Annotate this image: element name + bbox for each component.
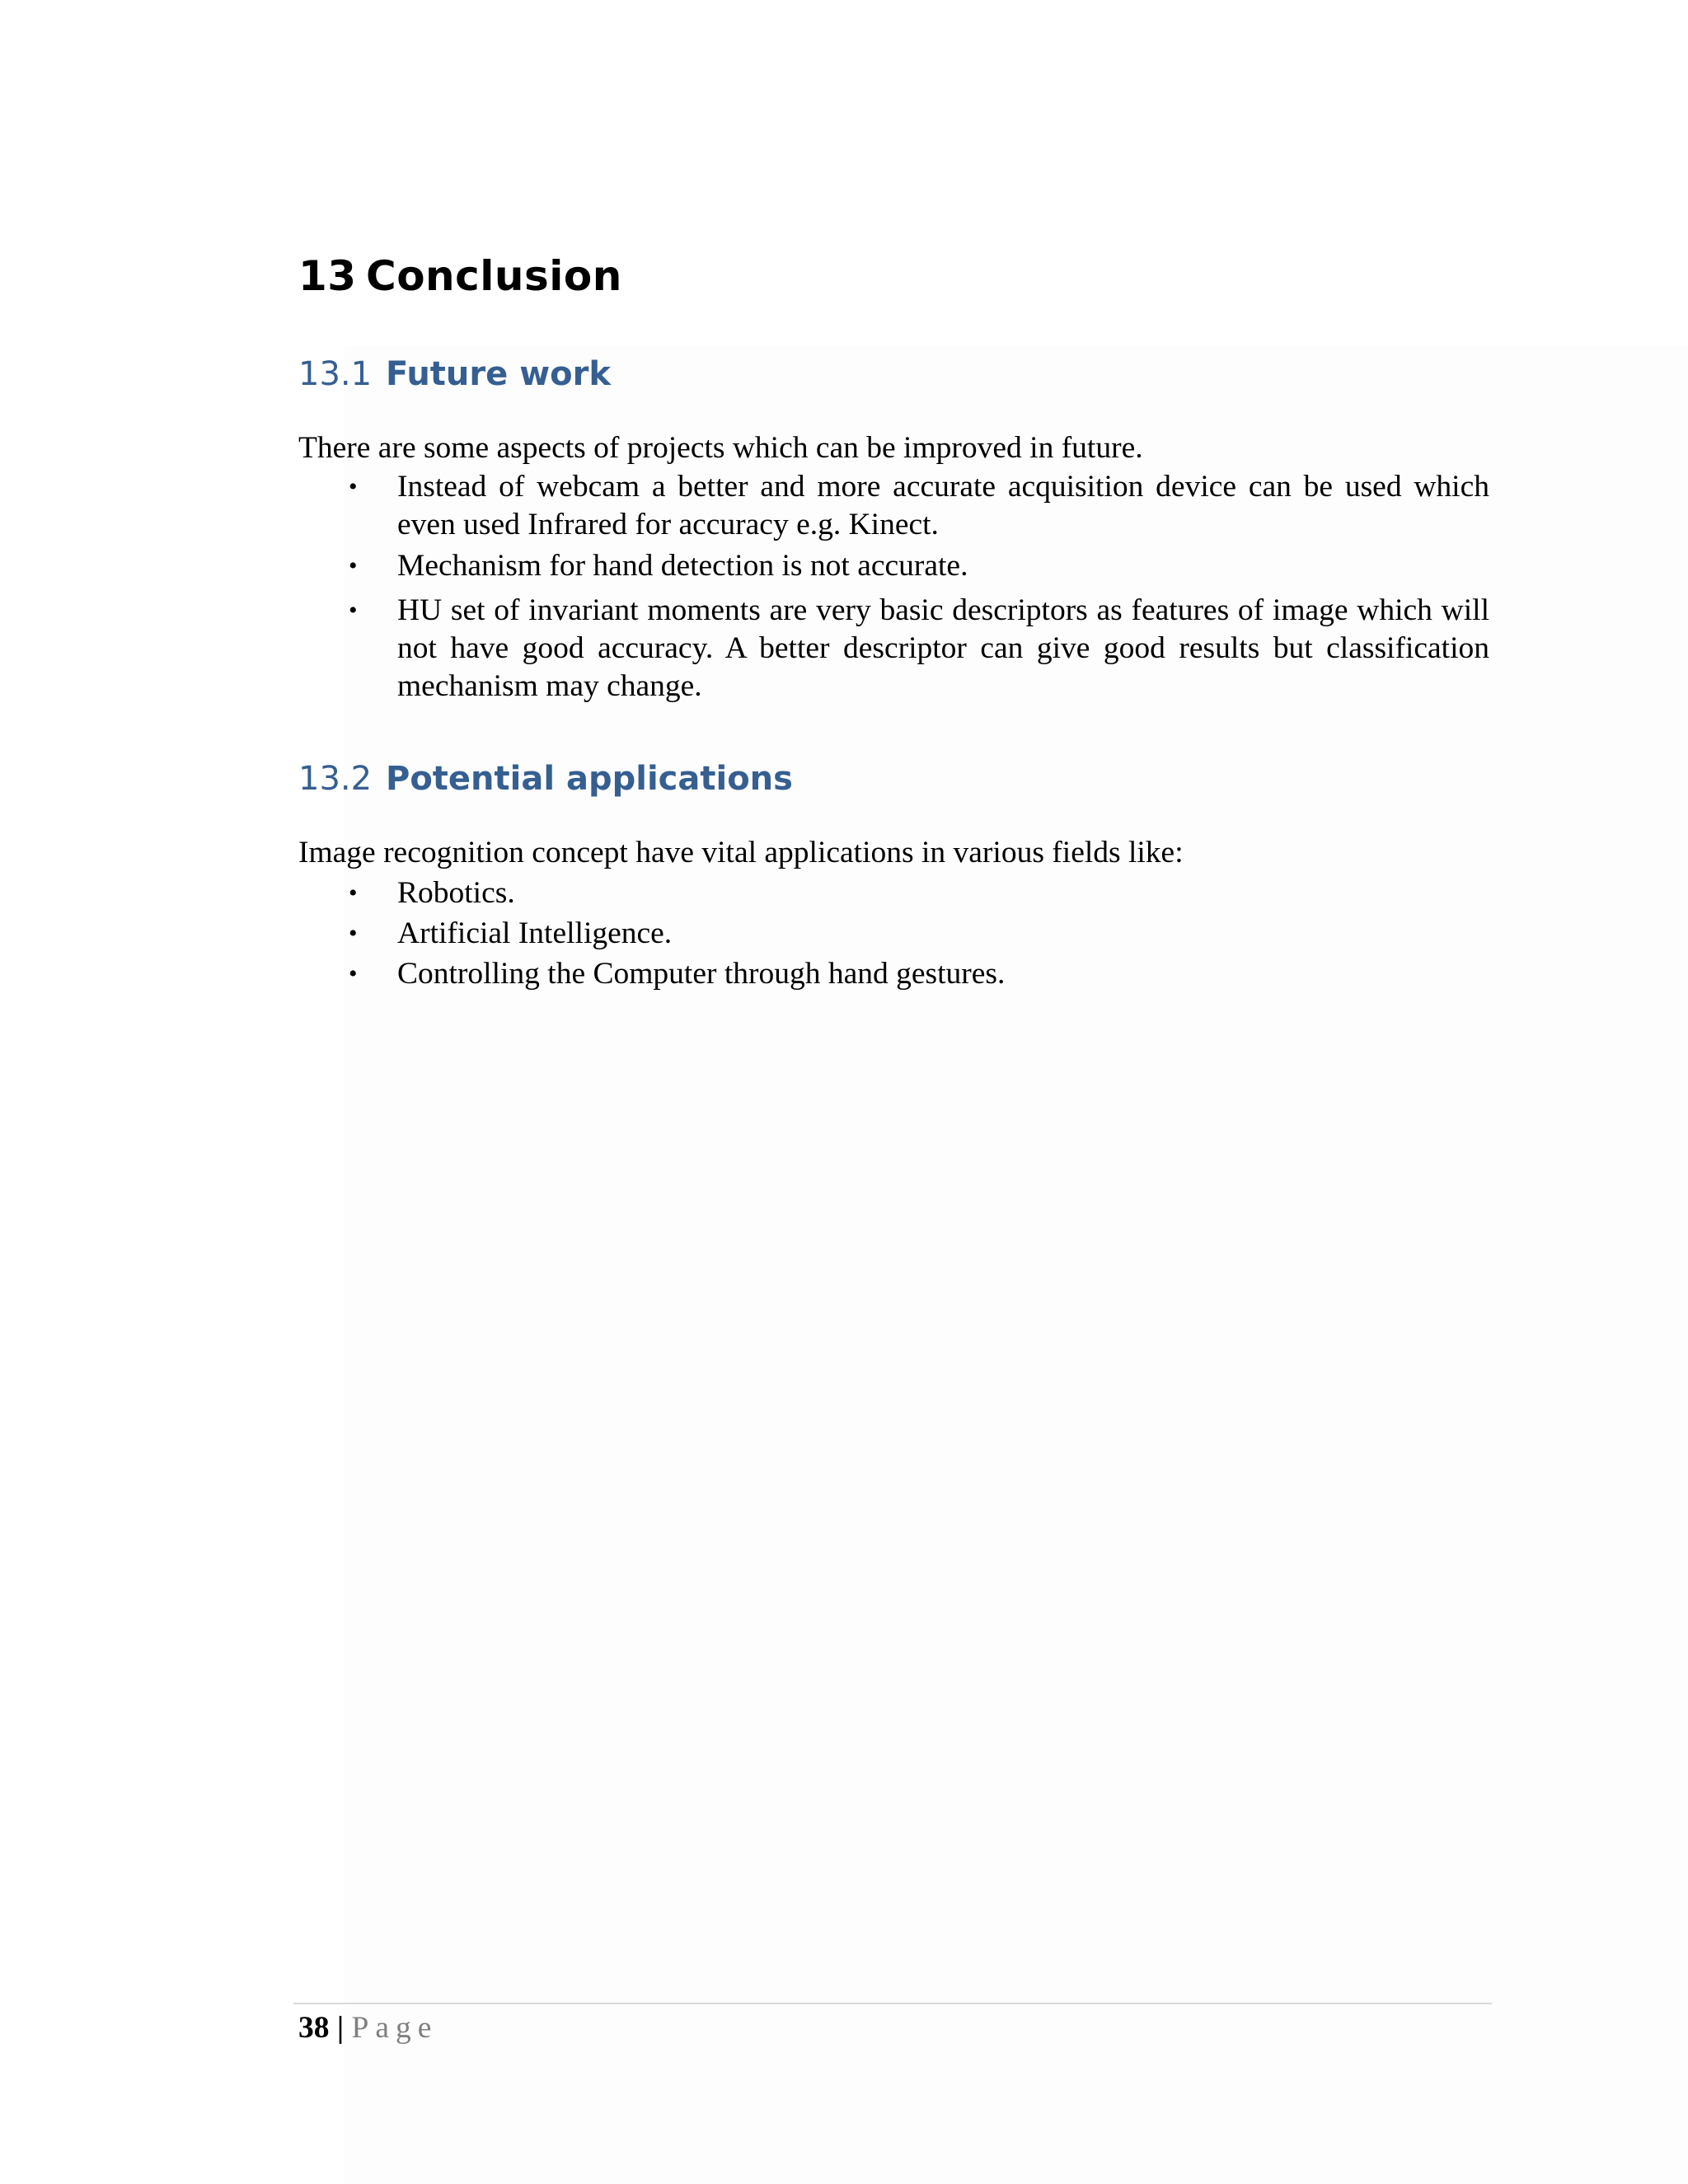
bullet-icon: • — [349, 920, 358, 947]
section-intro-paragraph: There are some aspects of projects which can be improved in future. — [298, 431, 1143, 465]
section-number: 13.1 — [298, 355, 373, 393]
footer-separator: | — [336, 2011, 345, 2045]
chapter-title: Conclusion — [366, 252, 622, 300]
bullet-icon: • — [349, 879, 358, 907]
chapter-number: 13 — [298, 252, 357, 300]
list-item — [298, 592, 1489, 705]
section-intro-paragraph: Image recognition concept have vital applications in various fields like: — [298, 836, 1184, 869]
document-body — [298, 247, 1489, 994]
list-item-text: Controlling the Computer through hand gestures. — [397, 957, 1006, 991]
section-heading-potential-applications — [298, 756, 1489, 802]
bullet-icon: • — [349, 960, 358, 987]
list-item-text: HU set of invariant moments are very basic descriptors as features of image which will not have good accuracy. A better descriptor can give good results but classification mechanism may change. — [397, 593, 1489, 703]
applications-list — [298, 873, 1489, 994]
future-work-list — [298, 468, 1489, 705]
page-footer — [293, 2003, 1492, 2049]
bullet-icon: • — [349, 597, 358, 624]
section-number: 13.2 — [298, 760, 373, 798]
list-item-text: Artificial Intelligence. — [397, 916, 673, 950]
section-title: Future work — [386, 355, 611, 393]
section-title: Potential applications — [386, 760, 793, 798]
list-item — [298, 913, 1489, 954]
list-item-text: Robotics. — [397, 876, 515, 910]
list-item-text: Mechanism for hand detection is not accurate. — [397, 549, 968, 583]
list-item — [298, 468, 1489, 544]
list-item — [298, 954, 1489, 994]
bullet-icon: • — [349, 473, 358, 500]
chapter-heading — [298, 247, 1489, 305]
section-heading-future-work — [298, 351, 1489, 397]
bullet-icon: • — [349, 552, 358, 579]
page-label: Page — [351, 2011, 438, 2045]
list-item — [298, 547, 1489, 585]
page-number: 38 — [298, 2011, 330, 2045]
list-item — [298, 873, 1489, 913]
list-item-text: Instead of webcam a better and more accurate acquisition device can be used which even used Infrared for accuracy e.g. Kinect. — [397, 470, 1489, 541]
